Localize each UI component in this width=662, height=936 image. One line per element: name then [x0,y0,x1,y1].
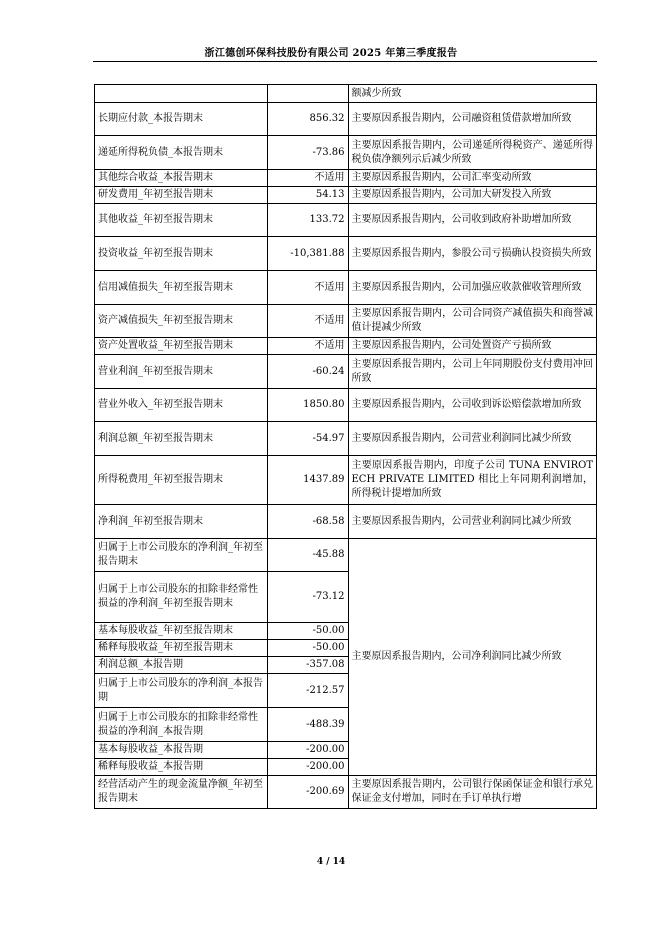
change-value-cell: -73.12 [268,572,348,623]
table-row [95,103,597,136]
change-value-cell: -45.88 [268,539,348,572]
change-value-cell: -60.24 [268,355,348,389]
item-name-cell: 信用减值损失_年初至报告期末 [95,271,268,305]
item-name-cell: 资产处置收益_年初至报告期末 [95,338,268,355]
change-value-cell: -200.00 [268,742,348,759]
item-name-cell: 所得税费用_年初至报告期末 [95,456,268,505]
reason-cell: 主要原因系报告期内，公司融资租赁借款增加所致 [348,103,597,136]
table-row [95,776,597,809]
table-row [95,170,597,187]
change-value-cell: -54.97 [268,422,348,456]
change-value-cell: -488.39 [268,708,348,742]
merged-reason-cell: 主要原因系报告期内，公司净利润同比减少所致 [348,539,597,776]
item-name-cell: 归属于上市公司股东的净利润_本报告期 [95,674,268,708]
item-name-cell: 净利润_年初至报告期末 [95,505,268,539]
item-name-cell: 其他收益_年初至报告期末 [95,204,268,237]
table-row [95,355,597,389]
item-name-cell: 稀释每股收益_本报告期 [95,759,268,776]
reason-cell: 主要原因系报告期内，参股公司亏损确认投资损失所致 [348,237,597,271]
table-row [95,271,597,305]
item-name-cell: 归属于上市公司股东的扣除非经常性损益的净利润_年初至报告期末 [95,572,268,623]
table-row [95,505,597,539]
reason-cell: 主要原因系报告期内，公司处置资产亏损所致 [348,338,597,355]
item-name-cell: 利润总额_年初至报告期末 [95,422,268,456]
reason-cell: 主要原因系报告期内，印度子公司 TUNA ENVIROTECH PRIVATE LIMITED 相比上年同期利润增加，所得税计提增加所致 [348,456,597,505]
item-name-cell: 营业外收入_年初至报告期末 [95,389,268,422]
table-row [95,204,597,237]
item-name-cell: 资产减值损失_年初至报告期末 [95,305,268,338]
reason-cell: 主要原因系报告期内，公司递延所得税资产、递延所得税负债净额列示后减少所致 [348,136,597,170]
item-name-cell: 研发费用_年初至报告期末 [95,187,268,204]
change-value-cell: -50.00 [268,623,348,640]
reason-cell: 主要原因系报告期内，公司加大研发投入所致 [348,187,597,204]
reason-cell: 主要原因系报告期内，公司营业利润同比减少所致 [348,422,597,456]
table-row [95,389,597,422]
change-value-cell: -10,381.88 [268,237,348,271]
item-name-cell: 递延所得税负债_本报告期末 [95,136,268,170]
change-value-cell: 54.13 [268,187,348,204]
change-value-cell: 不适用 [268,338,348,355]
change-value-cell: -200.69 [268,776,348,809]
change-value-cell: -73.86 [268,136,348,170]
change-value-cell: 856.32 [268,103,348,136]
page-number: 4 / 14 [316,857,346,867]
changes-table-body [95,85,597,809]
table-row [95,136,597,170]
reason-cell: 主要原因系报告期内，公司收到政府补助增加所致 [348,204,597,237]
change-value-cell: 不适用 [268,305,348,338]
reason-cell: 主要原因系报告期内，公司汇率变动所致 [348,170,597,187]
item-name-cell: 归属于上市公司股东的扣除非经常性损益的净利润_本报告期 [95,708,268,742]
header-divider [93,61,597,62]
table-row [95,422,597,456]
change-value-cell: 不适用 [268,170,348,187]
change-value-cell: 1437.89 [268,456,348,505]
change-value-cell: -212.57 [268,674,348,708]
item-name-cell: 营业利润_年初至报告期末 [95,355,268,389]
item-name-cell [95,85,268,103]
item-name-cell: 利润总额_本报告期 [95,657,268,674]
change-value-cell: 不适用 [268,271,348,305]
change-value-cell: 1850.80 [268,389,348,422]
page-header-title: 浙江德创环保科技股份有限公司 2025 年第三季度报告 [204,48,458,59]
table-row [95,539,597,572]
reason-cell: 主要原因系报告期内，公司收到诉讼赔偿款增加所致 [348,389,597,422]
item-name-cell: 其他综合收益_本报告期末 [95,170,268,187]
table-row [95,456,597,505]
reason-cell: 额减少所致 [348,85,597,103]
item-name-cell: 稀释每股收益_年初至报告期末 [95,640,268,657]
changes-table [94,84,597,809]
reason-cell: 主要原因系报告期内，公司营业利润同比减少所致 [348,505,597,539]
table-row [95,187,597,204]
item-name-cell: 长期应付款_本报告期末 [95,103,268,136]
reason-cell: 主要原因系报告期内，公司银行保函保证金和银行承兑保证金支付增加，同时在手订单执行增 [348,776,597,809]
reason-cell: 主要原因系报告期内，公司加强应收款催收管理所致 [348,271,597,305]
table-row [95,338,597,355]
reason-cell: 主要原因系报告期内，公司合同资产减值损失和商誉减值计提减少所致 [348,305,597,338]
item-name-cell: 归属于上市公司股东的净利润_年初至报告期末 [95,539,268,572]
item-name-cell: 基本每股收益_本报告期 [95,742,268,759]
change-value-cell: -357.08 [268,657,348,674]
item-name-cell: 经营活动产生的现金流量净额_年初至报告期末 [95,776,268,809]
table-row [95,85,597,103]
change-value-cell: -68.58 [268,505,348,539]
reason-cell: 主要原因系报告期内，公司上年同期股份支付费用冲回所致 [348,355,597,389]
table-row [95,305,597,338]
change-value-cell: -200.00 [268,759,348,776]
item-name-cell: 基本每股收益_年初至报告期末 [95,623,268,640]
item-name-cell: 投资收益_年初至报告期末 [95,237,268,271]
table-row [95,237,597,271]
change-value-cell: 133.72 [268,204,348,237]
change-value-cell: -50.00 [268,640,348,657]
change-value-cell [268,85,348,103]
